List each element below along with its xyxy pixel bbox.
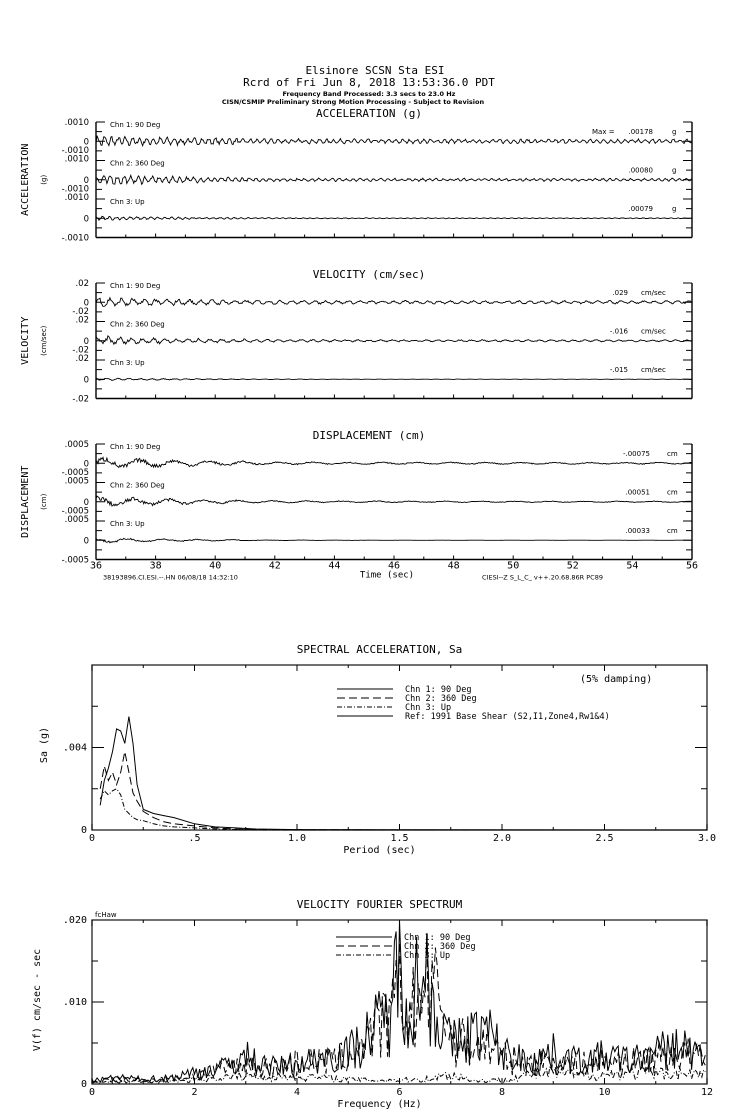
panel-ylabel: ACCELERATION [20,143,31,216]
panel-yunit: (cm) [40,493,48,510]
channel-label: Chn 2: 360 Deg [110,481,165,490]
x-axis-label: Frequency (Hz) [337,1099,422,1110]
xtick-label: .5 [188,833,201,844]
ytick-label: 0 [80,1079,87,1090]
xtick-label: 0 [88,833,96,844]
footer-left: 38193896.CI.ESI.--.HN 06/08/18 14:32:10 [103,573,238,582]
peak-unit: cm/sec [641,327,666,336]
channel-label: Chn 3: Up [110,198,145,206]
panel-yunit: (cm/sec) [40,325,48,356]
series-line-1 [92,920,705,1082]
panel-ylabel: DISPLACEMENT [20,465,31,538]
xtick-label: 36 [89,560,103,572]
peak-value: .00051 [625,488,650,497]
peak-value: -.015 [609,366,628,374]
footer-right: CIESI--Z S_L_C_ v++.20.68.86R PC89 [482,573,603,582]
panel-title: VELOCITY (cm/sec) [312,268,426,281]
xtick-label: 48 [447,560,460,572]
time-series-panel-1 [20,107,692,244]
ytick-label-bottom: -.0010 [61,233,89,244]
trace-line [96,298,692,307]
ytick-label-top: .02 [75,354,89,364]
ytick-label-top: .0005 [64,476,89,487]
xtick-label: 42 [268,560,281,572]
chart-title: SPECTRAL ACCELERATION, Sa [296,643,463,656]
ytick-label-top: .02 [75,279,89,289]
y-axis-label: Sa (g) [39,726,50,764]
peak-value: .00079 [628,205,653,213]
channel-label: Chn 3: Up [110,359,145,367]
xtick-label: 46 [387,560,401,572]
panel-yunit: (g) [40,174,48,185]
channel-label: Chn 3: Up [110,520,145,528]
ytick-label-zero: 0 [83,336,89,347]
channel-label: Chn 2: 360 Deg [110,320,165,329]
channel-label: Chn 2: 360 Deg [110,159,165,168]
ytick-label-zero: 0 [83,175,89,186]
time-series-panel-2 [20,268,692,405]
xtick-label: 10 [598,1087,611,1098]
xtick-label: 56 [685,560,699,572]
xtick-label: 3.0 [697,833,717,844]
ytick-label-zero: 0 [83,298,89,309]
ytick-label-top: .0005 [64,440,89,450]
ytick-label-bottom: -.0005 [61,468,89,478]
xtick-label: 1.0 [287,833,307,844]
damping-annotation: (5% damping) [580,674,653,685]
chart-title: VELOCITY FOURIER SPECTRUM [296,898,463,911]
series-line-3 [100,789,707,830]
legend-entry: Chn 3: Up [405,703,452,713]
legend-entry: Chn 1: 90 Deg [404,933,471,943]
xtick-label: 8 [498,1087,506,1098]
xtick-label: 44 [328,560,341,572]
ytick-label-top: .0010 [64,193,89,203]
peak-unit: cm [667,488,678,497]
x-axis-label: Period (sec) [343,845,416,856]
ytick-label-bottom: -.0010 [61,146,89,156]
max-prefix: Max = [592,128,615,136]
panel-title: ACCELERATION (g) [316,107,422,120]
trace-line [96,175,692,184]
ytick-label-bottom: -.0005 [61,506,89,517]
xtick-label: 6 [396,1087,403,1098]
peak-value: .00178 [628,128,653,136]
panel-title: DISPLACEMENT (cm) [312,429,426,442]
xtick-label: 2.5 [595,833,614,844]
header-frequency-band: Frequency Band Processed: 3.3 secs to 23.0 Hz [282,90,456,98]
ytick-label-zero: 0 [83,375,89,386]
trace-line [96,496,692,506]
xtick-label: 2 [191,1087,198,1098]
ytick-label: 0 [80,825,87,836]
ytick-label-zero: 0 [83,536,89,547]
peak-unit: g [672,128,677,136]
channel-label: Chn 1: 90 Deg [110,443,161,451]
ytick-label-bottom: -.02 [72,345,89,356]
legend-entry: Chn 2: 360 Deg [405,694,477,704]
xtick-label: 1.5 [390,833,409,844]
xtick-label: 50 [507,560,520,572]
series-line-1 [100,717,707,830]
trace-line [96,538,692,543]
legend-entry: Chn 3: Up [404,951,451,961]
ytick-label-top: .0010 [64,118,89,128]
ytick-label-bottom: -.0010 [61,184,89,195]
ytick-label-bottom: -.02 [72,307,89,317]
xtick-label: 52 [566,560,579,572]
ytick-label-top: .0005 [64,515,89,525]
xtick-label: 0 [88,1087,96,1098]
legend-entry: Chn 1: 90 Deg [405,685,472,695]
xtick-label: 40 [209,560,222,572]
trace-line [96,216,692,220]
peak-value: -.00075 [622,450,650,458]
peak-unit: cm/sec [641,289,666,297]
trace-line [96,336,692,344]
corner-label: fcHaw [95,911,117,919]
spectral-acceleration-chart [39,643,716,856]
ytick-label-bottom: -.02 [72,394,89,405]
ytick-label-top: .02 [75,315,89,326]
time-series-panel-3 [20,429,698,582]
peak-value: .00033 [625,527,650,535]
peak-unit: g [672,166,677,175]
channel-label: Chn 1: 90 Deg [110,282,161,290]
ytick-label: .010 [62,997,87,1008]
xtick-label: 54 [626,560,639,572]
y-axis-label: V(f) cm/sec - sec [32,948,43,1052]
peak-unit: cm [667,527,678,535]
channel-label: Chn 1: 90 Deg [110,121,161,129]
peak-unit: g [672,205,677,213]
panel-ylabel: VELOCITY [20,316,31,365]
peak-value: .00080 [628,166,653,175]
x-axis-label: Time (sec) [359,570,415,581]
ytick-label: .020 [62,915,87,926]
ytick-label-zero: 0 [83,214,89,225]
xtick-label: 38 [149,560,162,572]
xtick-label: 12 [700,1087,714,1098]
xtick-label: 4 [293,1087,301,1098]
legend-entry: Ref: 1991 Base Shear (S2,I1,Zone4,Rw1&4) [405,712,610,722]
ytick-label-bottom: -.0005 [61,555,89,566]
ytick-label-top: .0010 [64,154,89,165]
plot-frame [92,665,707,830]
fourier-spectrum-chart [32,898,713,1110]
series-line-3 [92,1067,705,1083]
trace-line [96,136,692,146]
peak-unit: cm [667,450,678,458]
ytick-label-zero: 0 [83,459,89,470]
series-line-2 [100,752,707,830]
trace-line [96,378,692,381]
legend-entry: Chn 2: 360 Deg [404,942,476,952]
time-series-panels [20,107,698,582]
peak-value: .029 [612,289,628,297]
peak-value: -.016 [609,327,628,336]
header-station: Elsinore SCSN Sta ESI [305,64,445,77]
header-record: Rcrd of Fri Jun 8, 2018 13:53:36.0 PDT [243,76,495,89]
xtick-label: 2.0 [492,833,512,844]
trace-line [96,457,692,467]
ytick-label-zero: 0 [83,497,89,508]
header-disclaimer: CISN/CSMIP Preliminary Strong Motion Processing - Subject to Revision [221,98,485,106]
ytick-label-zero: 0 [83,137,89,148]
peak-unit: cm/sec [641,366,666,374]
ytick-label: .004 [62,742,87,754]
